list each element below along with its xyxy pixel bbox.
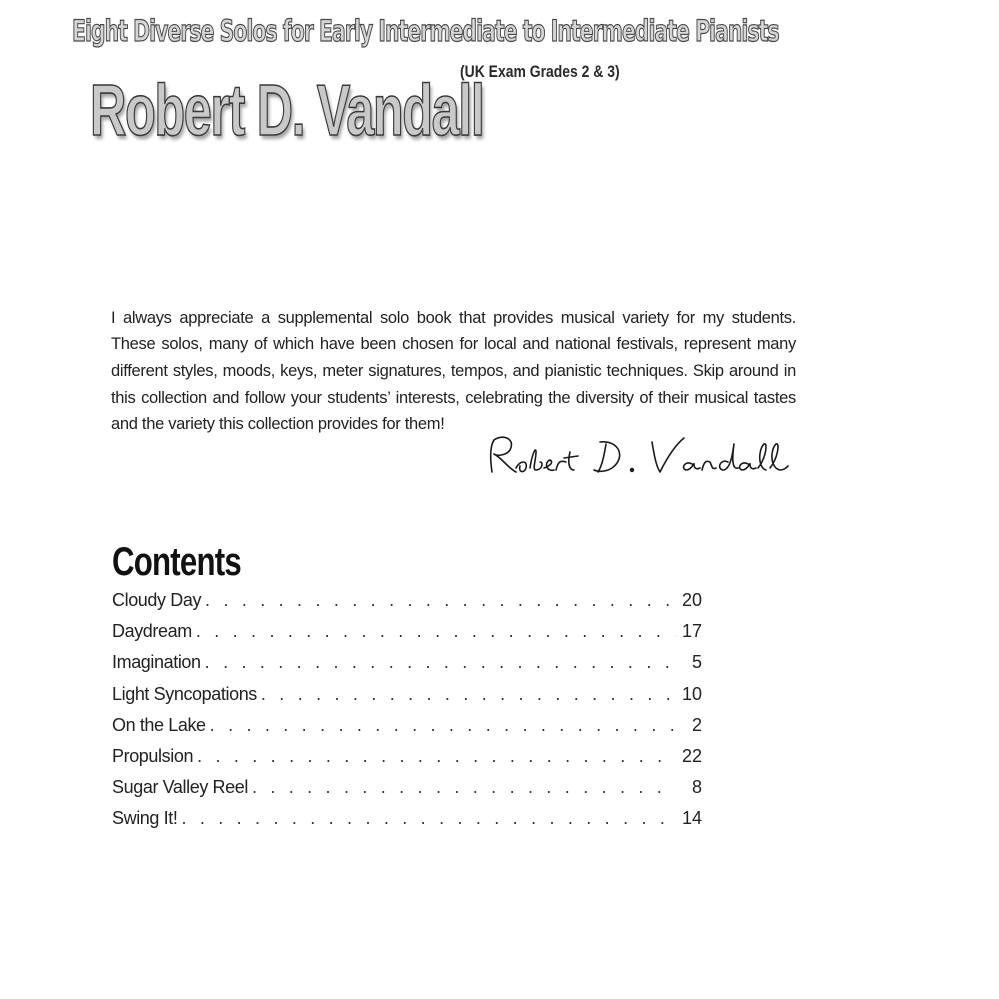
composer-name: Robert D. Vandall <box>90 71 484 151</box>
toc-entry-page: 2 <box>691 714 702 735</box>
toc-entry-title: Cloudy Day <box>112 590 202 610</box>
toc-leader-dots <box>205 590 676 611</box>
toc-entry-title: Light Syncopations <box>112 683 257 704</box>
toc-entry[interactable] <box>112 777 702 808</box>
exam-grades-note: (UK Exam Grades 2 & 3) <box>460 62 620 81</box>
toc-entry-title: Propulsion <box>112 745 194 766</box>
toc-leader-dots <box>210 715 676 736</box>
toc-entry-title: Sugar Valley Reel <box>112 777 248 798</box>
contents-heading: Contents <box>112 540 241 584</box>
toc-leader-dots <box>252 777 676 798</box>
toc-leader-dots <box>196 621 676 642</box>
toc-entry-page: 8 <box>691 777 702 798</box>
toc-entry-page: 22 <box>681 745 702 766</box>
toc-leader-dots <box>197 746 676 767</box>
toc-entry-page: 14 <box>681 808 702 829</box>
toc-entry[interactable] <box>112 808 702 839</box>
composer-signature <box>480 428 800 488</box>
toc-entry[interactable] <box>112 621 702 652</box>
toc-entry-page: 20 <box>681 590 702 610</box>
toc-entry[interactable] <box>112 590 702 621</box>
toc-entry-page: 17 <box>681 621 702 642</box>
table-of-contents <box>112 590 702 840</box>
toc-entry[interactable] <box>112 652 702 683</box>
toc-entry-title: On the Lake <box>112 714 206 735</box>
toc-entry-title: Imagination <box>112 652 201 673</box>
toc-leader-dots <box>261 684 676 705</box>
toc-entry[interactable] <box>112 715 702 746</box>
toc-entry[interactable] <box>112 746 702 777</box>
book-subtitle: Eight Diverse Solos for Early Intermediate to Intermediate Pianists <box>72 14 779 48</box>
toc-leader-dots <box>181 808 676 829</box>
toc-entry[interactable] <box>112 684 702 715</box>
intro-paragraph: I always appreciate a supplemental solo book that provides musical variety for my students. These solos, many of which have been chosen for local and national festivals, represent many different styles, moods, keys, meter signatures, tempos, and pianistic techniques. Skip around in this collection and follow your students’ interests, celebrating the diversity of their musical tastes and the variety this collection provides for them! <box>111 308 796 434</box>
toc-entry-title: Swing It! <box>112 808 178 829</box>
toc-entry-page: 5 <box>691 652 702 673</box>
toc-leader-dots <box>205 652 676 673</box>
toc-entry-title: Daydream <box>112 621 192 642</box>
toc-entry-page: 10 <box>681 683 702 704</box>
